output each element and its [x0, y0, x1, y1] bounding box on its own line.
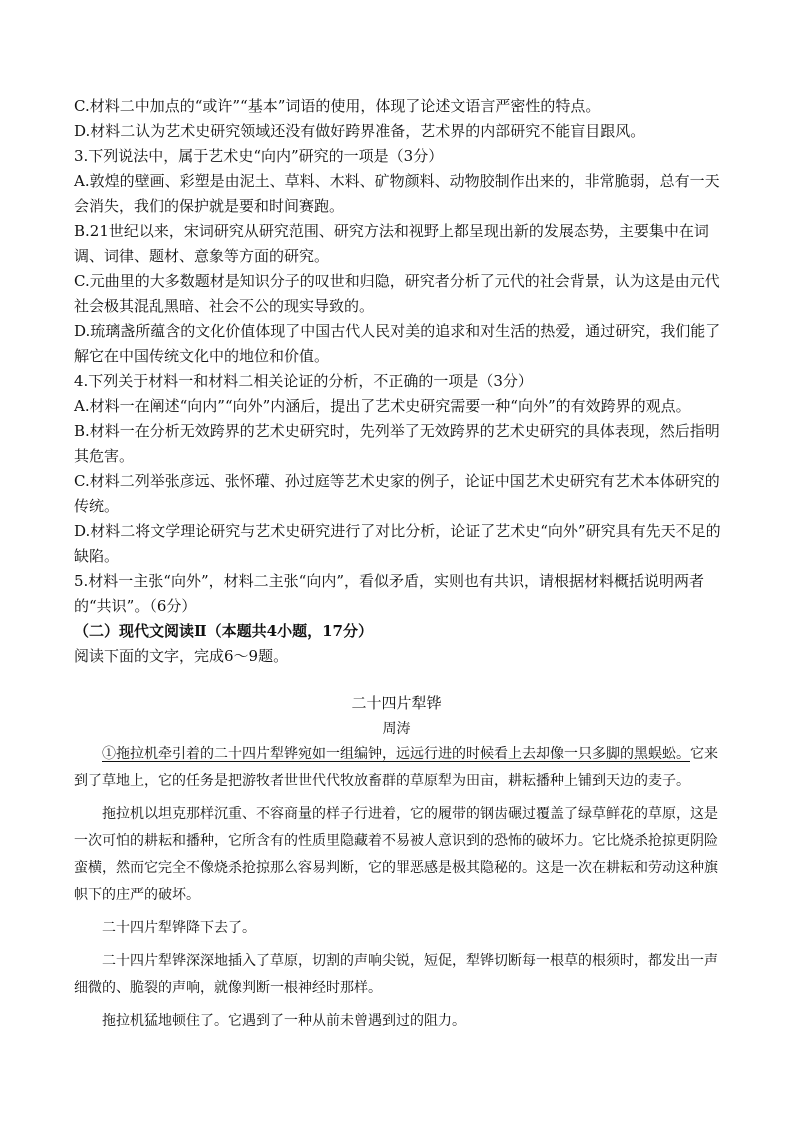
story-paragraph-5: 拖拉机猛地顿住了。它遇到了一种从前未曾遇到过的阻力。	[102, 1013, 466, 1029]
story-paragraph-4: 二十四片犁铧深深地插入了草原，切割的声响尖锐，短促，犁铧切断每一根草的根须时，都发出一声细微的、脆裂的声响，就像判断一根神经时那样。	[74, 953, 718, 996]
option-4c: C.材料二列举张彦远、张怀瓘、孙过庭等艺术史家的例子，论证中国艺术史研究有艺术本体研究的传统。	[74, 472, 720, 515]
section-heading: （二）现代文阅读Ⅱ（本题共4小题，17分）	[74, 622, 373, 640]
story-paragraph-1-rest: 它来到了草地上，它的任务是把游牧者世世代代牧放畜群的草原犁为田亩，耕耘播种上铺到天边的麦子。	[74, 746, 718, 789]
story-title: 二十四片犁铧	[351, 694, 442, 712]
option-4a: A.材料一在阐述“向内”“向外”内涵后，提出了艺术史研究需要一种“向外”的有效跨界的观点。	[74, 397, 691, 415]
option-3a: A.敦煌的壁画、彩塑是由泥土、草料、木料、矿物颜料、动物胶制作出来的，非常脆弱，总有一天会消失，我们的保护就是要和时间赛跑。	[74, 172, 720, 215]
story-paragraph-2: 拖拉机以坦克那样沉重、不容商量的样子行进着，它的履带的钢齿碾过覆盖了绿草鲜花的草原，这是一次可怕的耕耘和播种，它所含有的性质里隐藏着不易被人意识到的恐怖的破坏力。它比烧杀抢掠更阴险蛮横，然而它完全不像烧杀抢掠那么容易判断，它的罪恶感是极其隐秘的。这是一次在耕耘和劳动这种旗帜下的庄严的破坏。	[74, 806, 718, 903]
story-paragraph-3: 二十四片犁铧降下去了。	[102, 920, 256, 936]
option-2d: D.材料二认为艺术史研究领域还没有做好跨界准备，艺术界的内部研究不能盲目跟风。	[74, 122, 646, 140]
option-2c: C.材料二中加点的“或许”“基本”词语的使用，体现了论述文语言严密性的特点。	[74, 97, 601, 115]
question-block-upper	[74, 94, 724, 669]
question-4: 4.下列关于材料一和材料二相关论证的分析，不正确的一项是（3分）	[74, 372, 533, 390]
story-paragraph-1-underlined: ①拖拉机牵引着的二十四片犁铧宛如一组编钟，远远行进的时候看上去却像一只多脚的黑蜈蚣。	[102, 746, 690, 762]
story-body	[74, 741, 724, 1041]
option-3c: C.元曲里的大多数题材是知识分子的叹世和归隐，研究者分析了元代的社会背景，认为这是由元代社会极其混乱黑暗、社会不公的现实导致的。	[74, 272, 720, 315]
option-4d: D.材料二将文学理论研究与艺术史研究进行了对比分析，论证了艺术史“向外”研究具有先天不足的缺陷。	[74, 522, 721, 565]
question-5: 5.材料一主张“向外”，材料二主张“向内”，看似矛盾，实则也有共识，请根据材料概括说明两者的“共识”。（6分）	[74, 572, 704, 615]
option-3d: D.琉璃盏所蕴含的文化价值体现了中国古代人民对美的追求和对生活的热爱，通过研究，我们能了解它在中国传统文化中的地位和价值。	[74, 322, 721, 365]
question-3: 3.下列说法中，属于艺术史“向内”研究的一项是（3分）	[74, 147, 444, 165]
story-author: 周涛	[382, 721, 411, 737]
reading-instruction: 阅读下面的文字，完成6～9题。	[74, 647, 289, 665]
story-paragraph-1	[74, 741, 724, 795]
option-4b: B.材料一在分析无效跨界的艺术史研究时，先列举了无效跨界的艺术史研究的具体表现，然后指明其危害。	[74, 422, 720, 465]
option-3b: B.21世纪以来，宋词研究从研究范围、研究方法和视野上都呈现出新的发展态势，主要集中在词调、词律、题材、意象等方面的研究。	[74, 222, 709, 265]
